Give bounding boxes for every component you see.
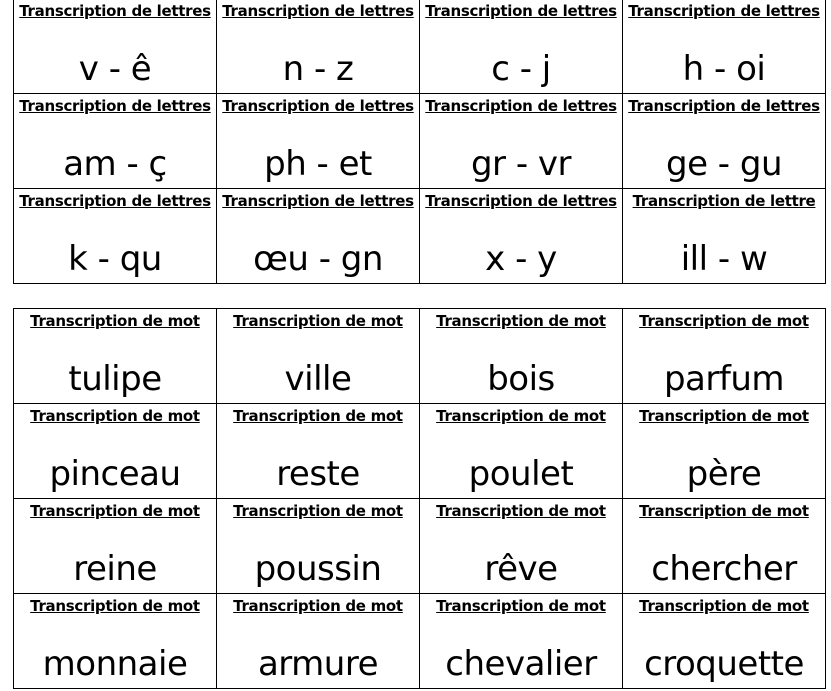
card-letters: ge - gu	[665, 144, 782, 184]
card-word: parfum	[663, 359, 785, 399]
card-letters: k - qu	[68, 239, 162, 279]
card-title: Transcription de lettres	[19, 2, 211, 20]
card-word: bois	[487, 359, 555, 399]
letter-card	[217, 0, 420, 94]
word-card	[420, 404, 623, 499]
card-letters: ph - et	[264, 144, 372, 184]
card-title: Transcription de mot	[436, 407, 606, 425]
word-card	[420, 594, 623, 689]
letter-card	[14, 94, 217, 189]
card-title: Transcription de mot	[233, 312, 403, 330]
card-title: Transcription de mot	[639, 502, 809, 520]
card-title: Transcription de lettres	[628, 97, 820, 115]
letter-card	[623, 94, 826, 189]
card-letters: gr - vr	[470, 144, 572, 184]
card-letters: œu - gn	[253, 239, 383, 279]
card-title: Transcription de mot	[436, 502, 606, 520]
card-letters: ill - w	[680, 239, 768, 279]
card-title: Transcription de mot	[639, 312, 809, 330]
card-word: reine	[73, 549, 157, 589]
letter-card	[420, 0, 623, 94]
card-word: croquette	[644, 644, 804, 684]
card-title: Transcription de mot	[436, 597, 606, 615]
card-title: Transcription de lettres	[19, 97, 211, 115]
word-card	[14, 594, 217, 689]
card-word: chercher	[651, 549, 797, 589]
card-word: poussin	[254, 549, 382, 589]
word-card	[623, 594, 826, 689]
card-title: Transcription de mot	[233, 407, 403, 425]
card-word: armure	[257, 644, 379, 684]
card-title: Transcription de lettres	[425, 2, 617, 20]
word-card	[14, 309, 217, 404]
card-title: Transcription de lettres	[425, 192, 617, 210]
card-word: rêve	[484, 549, 558, 589]
card-word: reste	[276, 454, 360, 494]
card-title: Transcription de mot	[233, 597, 403, 615]
card-word: chevalier	[445, 644, 597, 684]
card-title: Transcription de mot	[639, 597, 809, 615]
card-title: Transcription de mot	[233, 502, 403, 520]
card-title: Transcription de lettres	[222, 97, 414, 115]
card-title: Transcription de lettre	[632, 192, 816, 210]
card-word: ville	[284, 359, 352, 399]
word-card	[14, 404, 217, 499]
word-card	[217, 309, 420, 404]
card-word: tulipe	[68, 359, 162, 399]
letter-card	[217, 189, 420, 284]
card-letters: am - ç	[63, 144, 167, 184]
word-card	[14, 499, 217, 594]
word-card	[420, 499, 623, 594]
card-letters: h - oi	[682, 49, 766, 89]
letter-cards-grid	[13, 0, 826, 284]
letter-card	[420, 189, 623, 284]
card-word: père	[686, 454, 762, 494]
card-title: Transcription de lettres	[425, 97, 617, 115]
letter-card	[14, 189, 217, 284]
card-title: Transcription de lettres	[222, 2, 414, 20]
letter-card	[217, 94, 420, 189]
word-cards-grid	[13, 308, 826, 689]
card-title: Transcription de mot	[30, 502, 200, 520]
card-title: Transcription de lettres	[628, 2, 820, 20]
word-card	[217, 499, 420, 594]
letter-card	[623, 189, 826, 284]
card-word: poulet	[468, 454, 574, 494]
card-word: monnaie	[42, 644, 188, 684]
card-title: Transcription de mot	[436, 312, 606, 330]
card-letters: x - y	[485, 239, 557, 279]
card-title: Transcription de lettres	[19, 192, 211, 210]
card-title: Transcription de mot	[30, 597, 200, 615]
card-letters: v - ê	[78, 49, 152, 89]
letter-card	[623, 0, 826, 94]
word-card	[217, 594, 420, 689]
word-card	[623, 499, 826, 594]
card-title: Transcription de mot	[639, 407, 809, 425]
letter-card	[420, 94, 623, 189]
card-title: Transcription de mot	[30, 312, 200, 330]
word-card	[623, 309, 826, 404]
word-card	[217, 404, 420, 499]
card-title: Transcription de mot	[30, 407, 200, 425]
word-card	[420, 309, 623, 404]
card-word: pinceau	[49, 454, 181, 494]
letter-card	[14, 0, 217, 94]
card-letters: n - z	[282, 49, 354, 89]
word-card	[623, 404, 826, 499]
card-letters: c - j	[491, 49, 551, 89]
card-title: Transcription de lettres	[222, 192, 414, 210]
